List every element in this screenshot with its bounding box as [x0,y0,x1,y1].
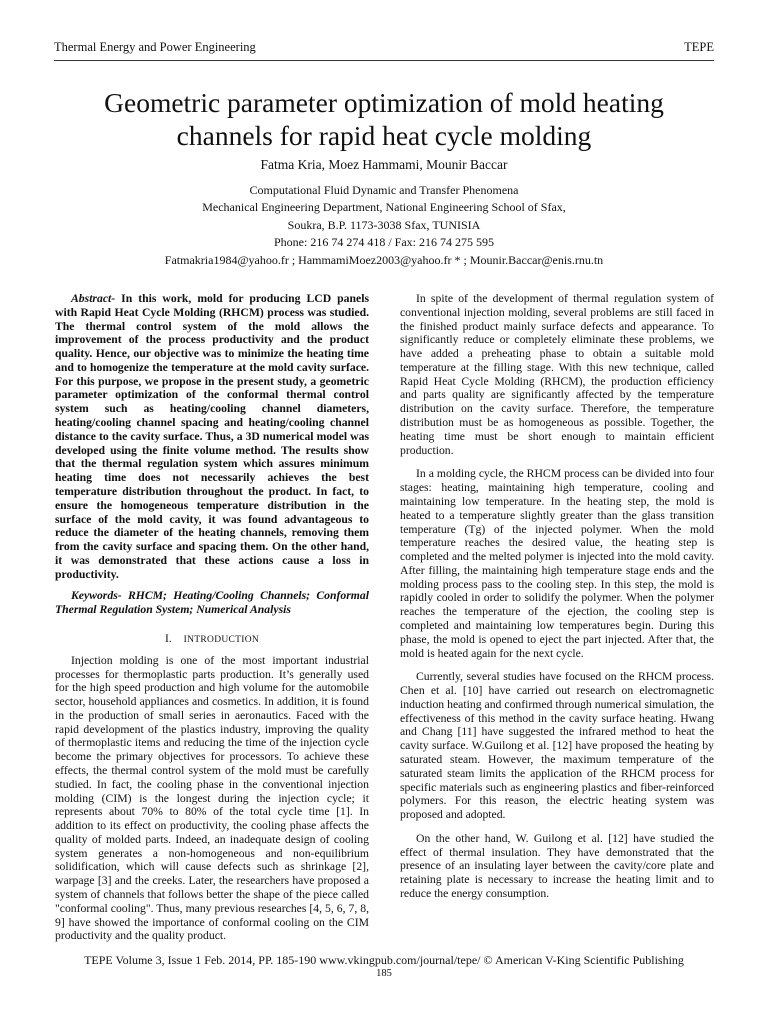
keywords-text: RHCM; Heating/Cooling Channels; Conformal Thermal Regulation System; Numerical Analysis [55,589,369,617]
section-title: INTRODUCTION [183,634,260,645]
paper-title [40,86,728,152]
journal-abbrev: TEPE [684,40,714,54]
title-line: channels for rapid heat cycle molding [176,120,592,151]
title-line: Geometric parameter optimization of mold heating [104,87,664,118]
affiliation-block [40,182,728,269]
affiliation-lab: Computational Fluid Dynamic and Transfer Phenomena [249,183,519,197]
affiliation-phone: Phone: 216 74 274 418 / Fax: 216 74 275 595 [273,235,494,250]
left-column [55,292,369,943]
affiliation-address: Soukra, B.P. 1173-3038 Sfax, TUNISIA [287,217,481,232]
footer-citation: TEPE Volume 3, Issue 1 Feb. 2014, PP. 185-190 www.vkingpub.com/journal/tepe/ © American V-King Scientific Publishing [84,953,684,967]
paragraph: On the other hand, W. Guilong et al. [12] have studied the effect of thermal insulation. They have demonstrated that the presence of an insulating layer between the cavity/core plate and retaining plate is necessary to increase the heating limit and to reduce the energy consumption. [400,831,714,901]
keywords [55,589,369,617]
running-header [54,40,714,58]
abstract-text: In this work, mold for producing LCD panels with Rapid Heat Cycle Molding (RHCM) process was studied. The thermal control system of the mold allows the improvement of the process productivity and the product quality. Hence, our objective was to minimize the heating time and to homogenize the temperature at the mold cavity surface. For this purpose, we propose in the present study, a geometric parameter optimization of the conformal thermal control system such as heating/cooling channel diameters, heating/cooling channel spacing and heating/cooling channel distance to the cavity surface. Thus, a 3D numerical model was developed using the finite volume method. The results show that the thermal regulation system which assures minimum heating time does not necessarily achieves the best temperature distribution throughout the product. In fact, to ensure the homogeneous temperature distribution in the surface of the mold cavity, it was found advantageous to reduce the diameter of the heating channels, removing them from the cavity surface and spacing them. On the other hand, it was demonstrated that these actions cause a loss in productivity. [55,292,369,581]
journal-name: Thermal Energy and Power Engineering [54,40,256,54]
abstract-label: Abstract- [71,292,116,305]
keywords-label: Keywords- [71,589,122,603]
section-heading-introduction [55,633,369,648]
paragraph: In spite of the development of thermal regulation system of conventional injection molding, several problems are still faced in the finished product mainly surface defects and appearance. To significantly reduce or completely eliminate these problems, we have added a preheating phase to obtain a suitable mold temperature at the filling stage. With this new technique, called Rapid Heat Cycle Molding (RHCM), the production efficiency and parts quality are significantly affected by the temperature distribution on the cavity surface. Therefore, the temperature distribution must be as homogeneous as possible. Together, the heating time must be short enough to maintain efficient production. [400,292,714,457]
abstract [55,292,369,581]
authors: Fatma Kria, Moez Hammami, Mounir Baccar [260,157,508,172]
page-number: 185 [376,968,392,979]
paragraph: In a molding cycle, the RHCM process can be divided into four stages: heating, maintaining high temperature, cooling and maintaining low temperature. In the heating step, the mold is heated to a temperature slightly greater than the glass transition temperature (Tg) of the injected polymer. When the mold temperature reaches the desired value, the heating step is completed and the melted polymer is injected into the mold cavity. After filling, the maintaining high temperature stage ends and the molding process pass to the cooling step. In this step, the mold is rapidly cooled in order to solidify the polymer. When the polymer reaches the temperature of the ejection, the cooling step is completed and maintaining low temperatures begin. During this phase, the mold is opened to eject the part injected. After that, the mold is heated again for the next cycle. [400,467,714,660]
affiliation-emails: Fatmakria1984@yahoo.fr ; HammamiMoez2003@yahoo.fr * ; Mounir.Baccar@enis.rnu.tn [164,252,604,267]
paragraph: Injection molding is one of the most important industrial processes for thermoplastic parts production. It’s generally used for the high speed production and high volume for the automobile sector, household appliances and cosmetics. In addition, it is found in the production of small series in aeronautics. Faced with the rapid development of the plastics industry, improving the quality of thermoplastic items and reducing the time of the injection cycle become the primary objectives for processors. To achieve these effects, the thermal control system of the mold must be carefully studied. In fact, the cooling phase in the conventional injection molding (CIM) is the longest during the injection cycle; it represents about 70% to 80% of the total cycle time [1]. In addition to its effect on productivity, the cooling phase affects the quality of molded parts. Indeed, an inadequate design of cooling system generates a non-homogeneous and non-equilibrium solidification, which will cause defects such as shrinkage [2], warpage [3] and the creeks. Later, the researchers have proposed a system of channels that follows better the shape of the piece called "conformal cooling". Thus, many previous researches [4, 5, 6, 7, 8, 9] have showed the importance of conformal cooling on the CIM productivity and the quality product. [55,653,369,943]
header-rule [54,60,714,61]
right-column [400,292,714,901]
paragraph: Currently, several studies have focused on the RHCM process. Chen et al. [10] have carried out research on electromagnetic induction heating and confirmed through numerical simulation, the effectiveness of this method in the cavity surface heating. Hwang and Chang [11] have suggested the infrared method to heat the cavity surface. W.Guilong et al. [12] have proposed the heating by saturated steam. However, the maximum temperature of the saturated steam limits the application of the RHCM process for specific materials such as engineering plastics and fiber-reinforced polymers. For this reason, the electric heating system was proposed and adopted. [400,670,714,822]
section-number: I. [164,632,172,645]
affiliation-department: Mechanical Engineering Department, National Engineering School of Sfax, [202,200,566,215]
